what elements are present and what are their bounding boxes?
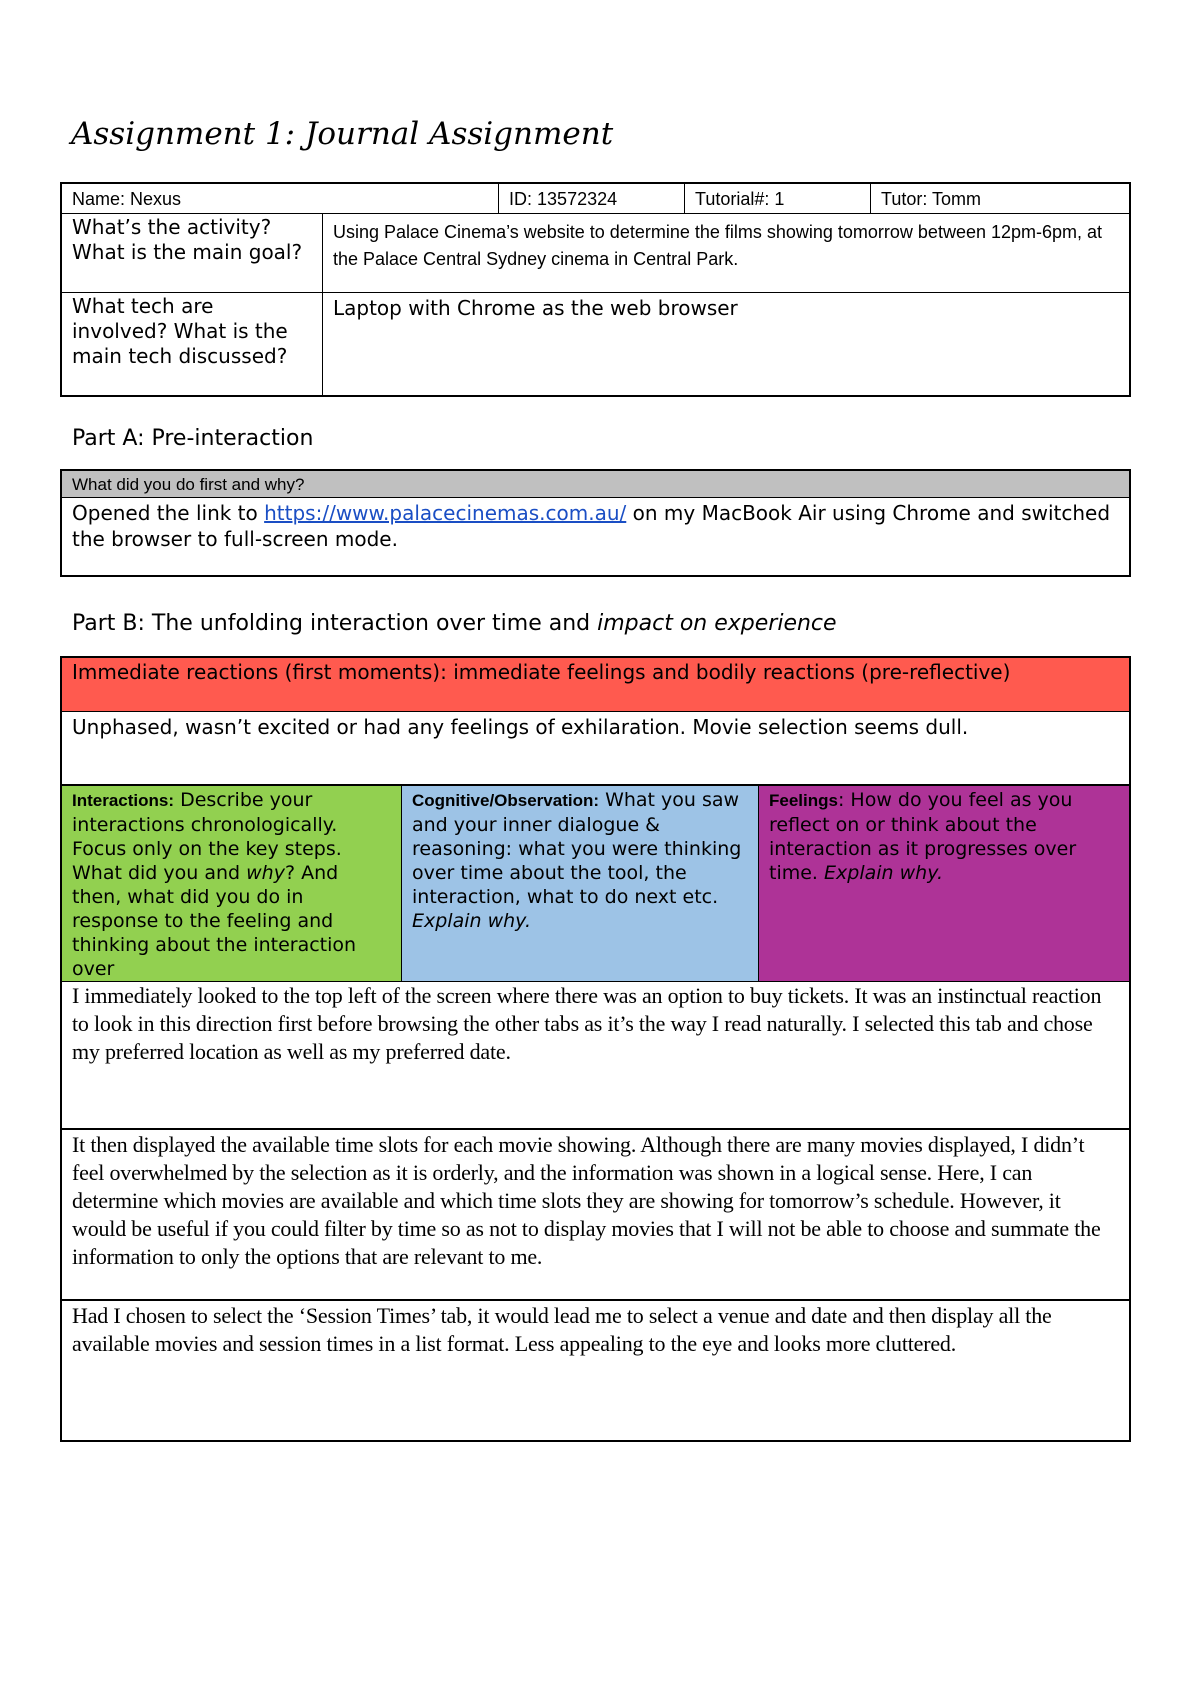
immediate-reactions-label: Immediate reactions (first moments): immediate feelings and bodily reactions (pre-reflective) [62,658,1129,712]
name-label: Name: [72,189,126,209]
journal-entry: It then displayed the available time slots for each movie showing. Although there are many movies displayed, I didn’t feel overwhelmed by the selection as it is orderly, and the information was shown in a logical sense. Here, I can determine which movies are available and which time slots they are showing for tomorrow’s schedule. However, it would be useful if you could filter by time so as not to display movies that I will not be able to choose and summate the information to only the options that are relevant to me. [62,1130,1129,1301]
part-b-heading [72,610,837,638]
tutor-label: Tutor: [881,189,928,209]
interactions-text-1: Describe your interactions chronologically. Focus only on the key steps. What did you and [72,789,342,884]
part-b-table [60,656,1131,1442]
name-value: Nexus [130,189,182,209]
info-row-ids [62,184,1129,214]
interactions-column [62,786,401,981]
info-table [60,182,1131,397]
cognitive-title: Cognitive/Observation: [412,791,600,810]
immediate-reactions-value: Unphased, wasn’t excited or had any feelings of exhilaration. Movie selection seems dull. [62,712,1129,786]
name-cell [62,184,498,213]
tech-value: Laptop with Chrome as the web browser [322,292,1129,395]
cognitive-italic: Explain why. [412,910,531,932]
cognitive-text: What you saw and your inner dialogue & reasoning: what you were thinking over time about the tool, the interaction, what to do next etc. [412,789,742,908]
id-label: ID: [509,189,533,209]
answer-text-after: on my MacBook Air using Chrome and switched the browser to full-screen mode. [72,501,1111,551]
part-a-heading: Part A: Pre-interaction [72,426,314,451]
tutorial-cell [684,184,870,213]
id-value: 13572324 [537,189,618,209]
feelings-title: Feelings [769,791,838,810]
info-row-tech [62,292,1129,395]
id-cell [498,184,684,213]
activity-label: What’s the activity? What is the main goal? [72,215,303,264]
info-row-activity [62,213,1129,293]
interactions-text-2: ? And then, what did you do in response to the feeling and thinking about the interaction over [72,862,357,980]
tech-label: What tech are involved? What is the main tech discussed? [72,294,288,368]
interactions-italic: why [246,862,285,884]
feelings-italic: Explain why. [824,862,943,884]
journal-entry: I immediately looked to the top left of the screen where there was an option to buy tickets. It was an instinctual reaction to look in this direction first before browsing the other tabs as it’s the way I read naturally. I selected this tab and chose my preferred location as well as my preferred date. [62,981,1129,1130]
tutor-cell [870,184,1129,213]
cognitive-column [401,786,758,981]
answer-text-before: Opened the link to [72,501,265,525]
journal-entry: Had I chosen to select the ‘Session Times’ tab, it would lead me to select a venue and date and then display all the available movies and session times in a list format. Less appealing to the eye and looks more cluttered. [72,1303,1052,1356]
tutorial-label: Tutorial#: [695,189,770,209]
part-b-heading-italic: impact on experience [597,611,837,636]
interactions-title: Interactions: [72,791,175,810]
tutor-value: Tomm [932,189,982,209]
feelings-column [758,786,1129,981]
part-a-question: What did you do first and why? [62,471,1129,498]
palace-cinemas-link[interactable]: https://www.palacecinemas.com.au/ [264,501,627,525]
feelings-text: : How do you feel as you reflect on or think about the interaction as it progresses over time. [769,789,1077,884]
part-b-heading-main: Part B: The unfolding interaction over time and [72,611,598,636]
part-a-answer [62,498,1129,575]
reflection-columns [62,786,1129,982]
activity-value: Using Palace Cinema’s website to determine the films showing tomorrow between 12pm-6pm, at the Palace Central Sydney cinema in Central Park. [322,213,1129,292]
part-a-table [60,469,1131,577]
page-title: Assignment 1: Journal Assignment [71,116,614,152]
tutorial-value: 1 [774,189,785,209]
